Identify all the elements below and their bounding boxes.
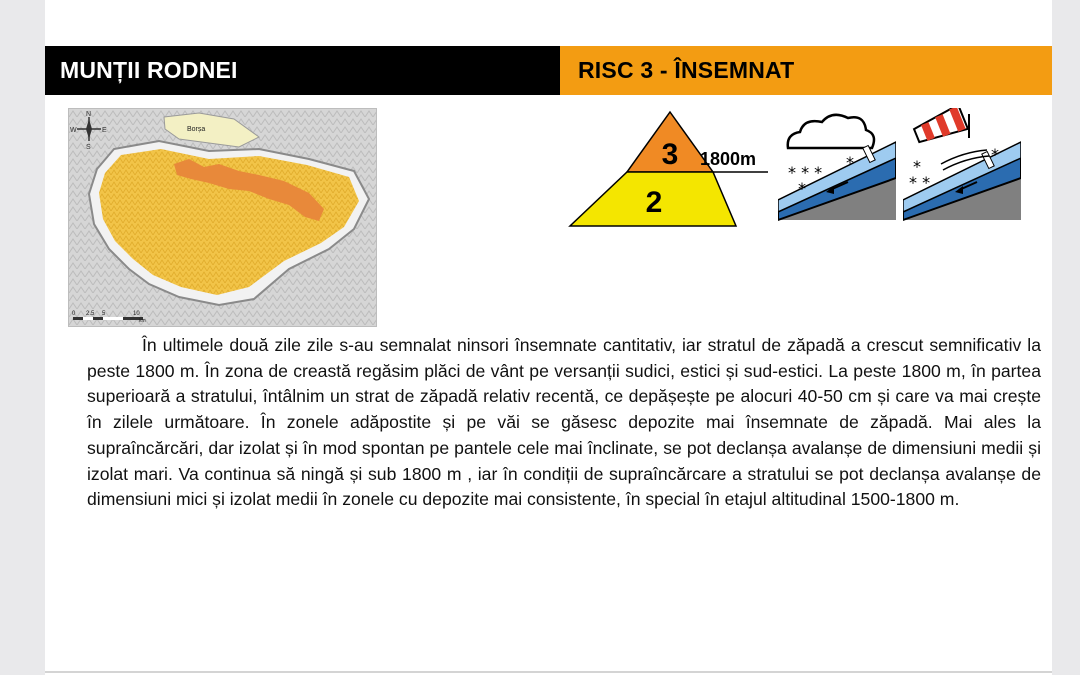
- new-snow-problem-icon: [778, 108, 896, 223]
- compass-n: N: [86, 111, 92, 118]
- town-label: Borșa: [187, 126, 206, 133]
- scale-0: 0: [72, 311, 76, 317]
- svg-text:*: *: [846, 153, 854, 172]
- compass-s: S: [86, 144, 91, 151]
- scale-10: 10: [133, 311, 140, 317]
- page-divider: [45, 671, 1052, 673]
- bulletin-page: [45, 0, 1052, 675]
- svg-text:*: *: [798, 179, 806, 198]
- svg-text:* *: * *: [909, 173, 931, 192]
- risk-level-title: RISC 3 - ÎNSEMNAT: [560, 46, 1052, 95]
- avalanche-bulletin-text: În ultimele două zile zile s-au semnalat ninsori însemnate cantitativ, iar stratul de zăpadă a crescut semnificativ la peste 1800 m. În zona de creastă regăsim plăci de vânt pe versanții sudici, estici și sud-estici. La peste 1800 m, în partea superioară a stratului, întâlnim un strat de zăpadă relativ recentă, ce depășește pe alocuri 40-50 cm și care va mai crește în zilele următoare. În zonele adăpostite și pe văi se găsesc depozite mai însemnate de zăpadă. Mai ales la supraîncărcări, dar izolat și în mod spontan pe pantele cele mai înclinate, se pot declanșa avalanșe de dimensiuni medii și izolat mari. Va continua să ningă și sub 1800 m , iar în condiții de supraîncărcare a stratului se pot declanșa avalanșe de dimensiuni mici și izolat medii în zonele cu depozite mai consistente, în special în etajul altitudinal 1500-1800 m.: [87, 335, 1041, 510]
- scale-2-5: 2.5: [86, 311, 95, 317]
- lower-danger-level: 2: [645, 186, 663, 219]
- svg-text:* * *: * * *: [788, 163, 823, 182]
- upper-danger-level: 3: [661, 138, 679, 171]
- compass-w: W: [70, 127, 77, 134]
- region-map: [68, 108, 377, 327]
- region-title: MUNȚII RODNEI: [45, 46, 560, 95]
- elevation-threshold: 1800m: [700, 149, 757, 169]
- scale-5: 5: [102, 311, 106, 317]
- compass-e: E: [102, 127, 107, 134]
- wind-slab-problem-icon: [903, 108, 1021, 223]
- svg-text:*: *: [913, 157, 921, 176]
- svg-text:*: *: [991, 145, 999, 164]
- scale-unit: km: [139, 318, 146, 324]
